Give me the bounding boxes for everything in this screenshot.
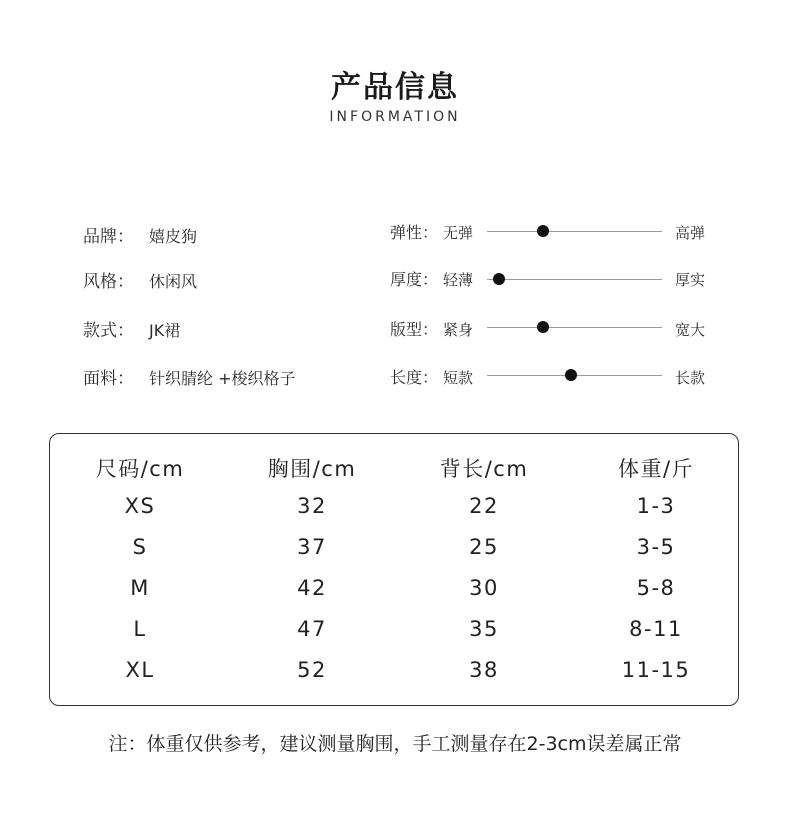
spec-value: 嬉皮狗 (149, 227, 198, 246)
table-cell: 42 (297, 576, 327, 600)
table-cell: 52 (297, 658, 327, 682)
table-cell: 47 (297, 617, 327, 641)
scale-track (487, 231, 662, 232)
spec-key: 风格： (83, 272, 134, 292)
table-header: 背长/cm (439, 457, 529, 481)
spec-brand (83, 222, 197, 247)
footnote: 注：体重仅供参考，建议测量胸围，手工测量存在2-3cm误差属正常 (108, 733, 682, 755)
scale-track (487, 327, 662, 328)
table-cell: 37 (297, 535, 327, 559)
table-cell: M (130, 576, 150, 600)
table-cell: 32 (297, 494, 327, 518)
table-cell: 35 (469, 617, 499, 641)
scale-low-label: 紧身 (443, 321, 474, 339)
scale-label: 弹性： (390, 223, 439, 242)
table-header: 尺码/cm (95, 457, 185, 481)
scale-low-label: 无弹 (443, 224, 474, 242)
scale-indicator (493, 273, 505, 285)
table-cell: 5-8 (636, 576, 676, 600)
scale-label: 长度： (390, 368, 439, 387)
spec-fabric (83, 364, 296, 389)
table-cell: 22 (469, 494, 499, 518)
table-cell: 8-11 (629, 617, 683, 641)
table-cell: 38 (469, 658, 499, 682)
table-cell: 30 (469, 576, 499, 600)
scale-track (487, 279, 662, 280)
scale-indicator (565, 369, 577, 381)
spec-key: 面料： (83, 369, 134, 389)
spec-key: 款式： (83, 321, 134, 341)
table-header: 体重/斤 (617, 457, 695, 481)
spec-value: JK裙 (149, 321, 181, 340)
scale-high-label: 厚实 (675, 271, 706, 289)
table-cell: 1-3 (636, 494, 676, 518)
table-cell: 25 (469, 535, 499, 559)
scale-high-label: 长款 (675, 369, 706, 387)
table-cell: 11-15 (621, 658, 691, 682)
spec-style (83, 267, 197, 292)
spec-value: 针织腈纶 +梭织格子 (149, 369, 296, 388)
spec-model (83, 316, 180, 341)
scale-low-label: 轻薄 (443, 271, 474, 289)
table-cell: XL (125, 658, 155, 682)
scale-indicator (537, 225, 549, 237)
scale-high-label: 宽大 (675, 321, 706, 339)
table-cell: XS (124, 494, 156, 518)
scale-track (487, 375, 662, 376)
spec-key: 品牌： (83, 227, 134, 247)
table-header: 胸围/cm (267, 457, 357, 481)
spec-value: 休闲风 (149, 272, 198, 291)
scale-low-label: 短款 (443, 369, 474, 387)
scale-indicator (537, 321, 549, 333)
page-title: 产品信息 (331, 70, 459, 105)
page-subtitle: INFORMATION (329, 109, 461, 125)
table-cell: L (133, 617, 147, 641)
scale-label: 版型： (390, 320, 439, 339)
scale-high-label: 高弹 (675, 224, 706, 242)
table-cell: 3-5 (636, 535, 676, 559)
scale-label: 厚度： (390, 270, 439, 289)
table-cell: S (132, 535, 148, 559)
